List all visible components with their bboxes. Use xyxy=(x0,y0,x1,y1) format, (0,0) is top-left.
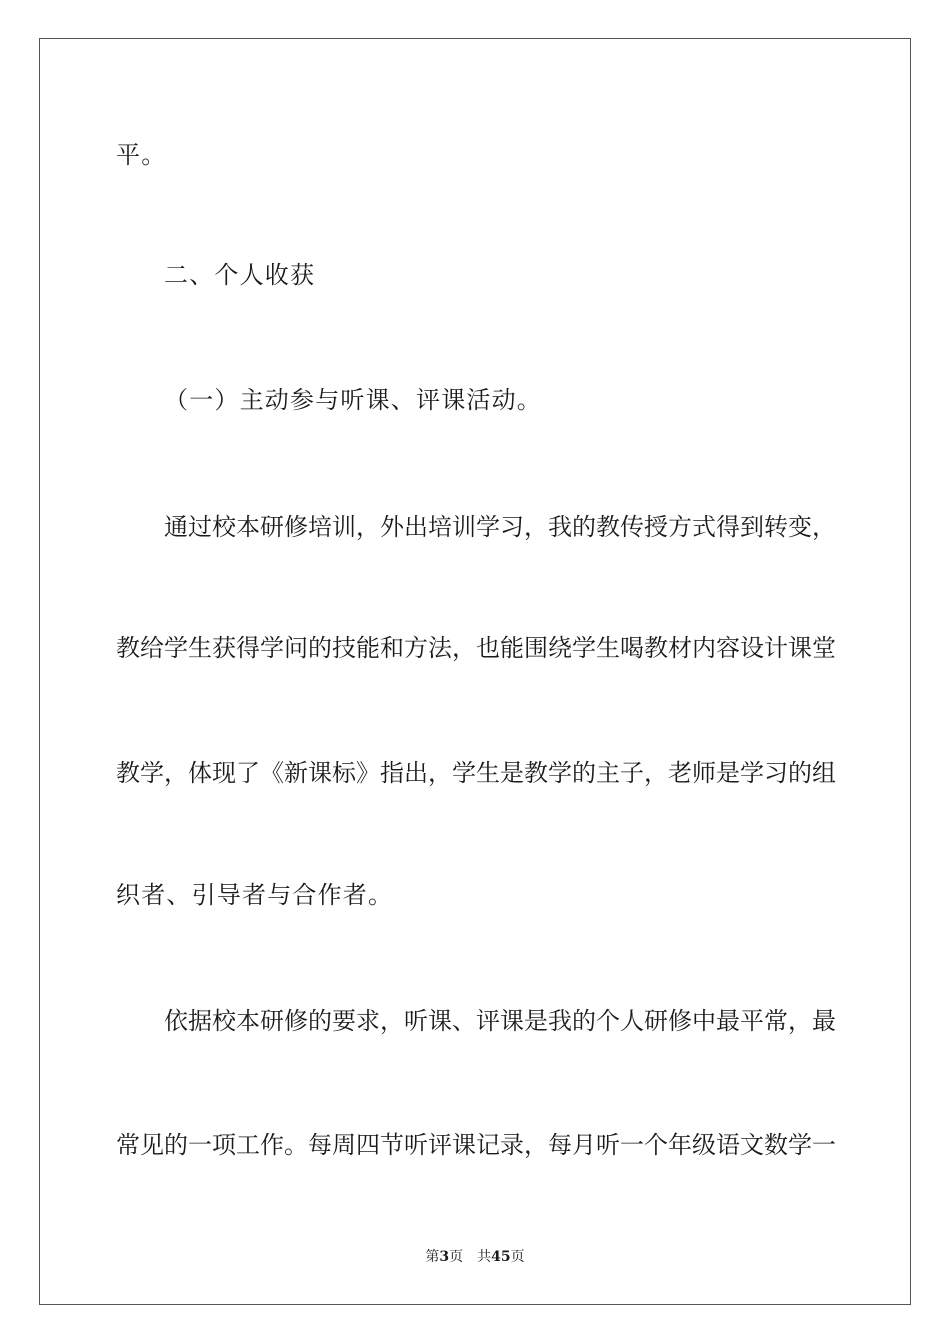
footer-page-number: 3 xyxy=(439,1249,450,1265)
footer-page-suffix: 页 xyxy=(449,1249,464,1265)
paragraph-1-line-1: 通过校本研修培训，外出培训学习，我的教传授方式得到转变， xyxy=(164,513,836,541)
page-footer xyxy=(0,1248,950,1266)
subsection-heading: （一）主动参与听课、评课活动。 xyxy=(164,386,542,414)
footer-total-pages: 45 xyxy=(491,1249,511,1265)
section-heading: 二、个人收获 xyxy=(164,261,316,289)
footer-total-prefix: 共 xyxy=(477,1249,492,1265)
footer-total-suffix: 页 xyxy=(510,1249,525,1265)
page-frame xyxy=(39,38,911,1305)
text-line-1: 平。 xyxy=(116,141,167,169)
paragraph-2-line-1: 依据校本研修的要求，听课、评课是我的个人研修中最平常，最 xyxy=(164,1007,836,1035)
footer-page-prefix: 第 xyxy=(425,1249,440,1265)
paragraph-1-line-2: 教给学生获得学问的技能和方法，也能围绕学生喝教材内容设计课堂 xyxy=(116,634,836,662)
paragraph-2-line-2: 常见的一项工作。每周四节听评课记录，每月听一个年级语文数学一 xyxy=(116,1131,836,1159)
paragraph-1-line-4: 织者、引导者与合作者。 xyxy=(116,881,394,909)
paragraph-1-line-3: 教学，体现了《新课标》指出，学生是教学的主子，老师是学习的组 xyxy=(116,759,836,787)
